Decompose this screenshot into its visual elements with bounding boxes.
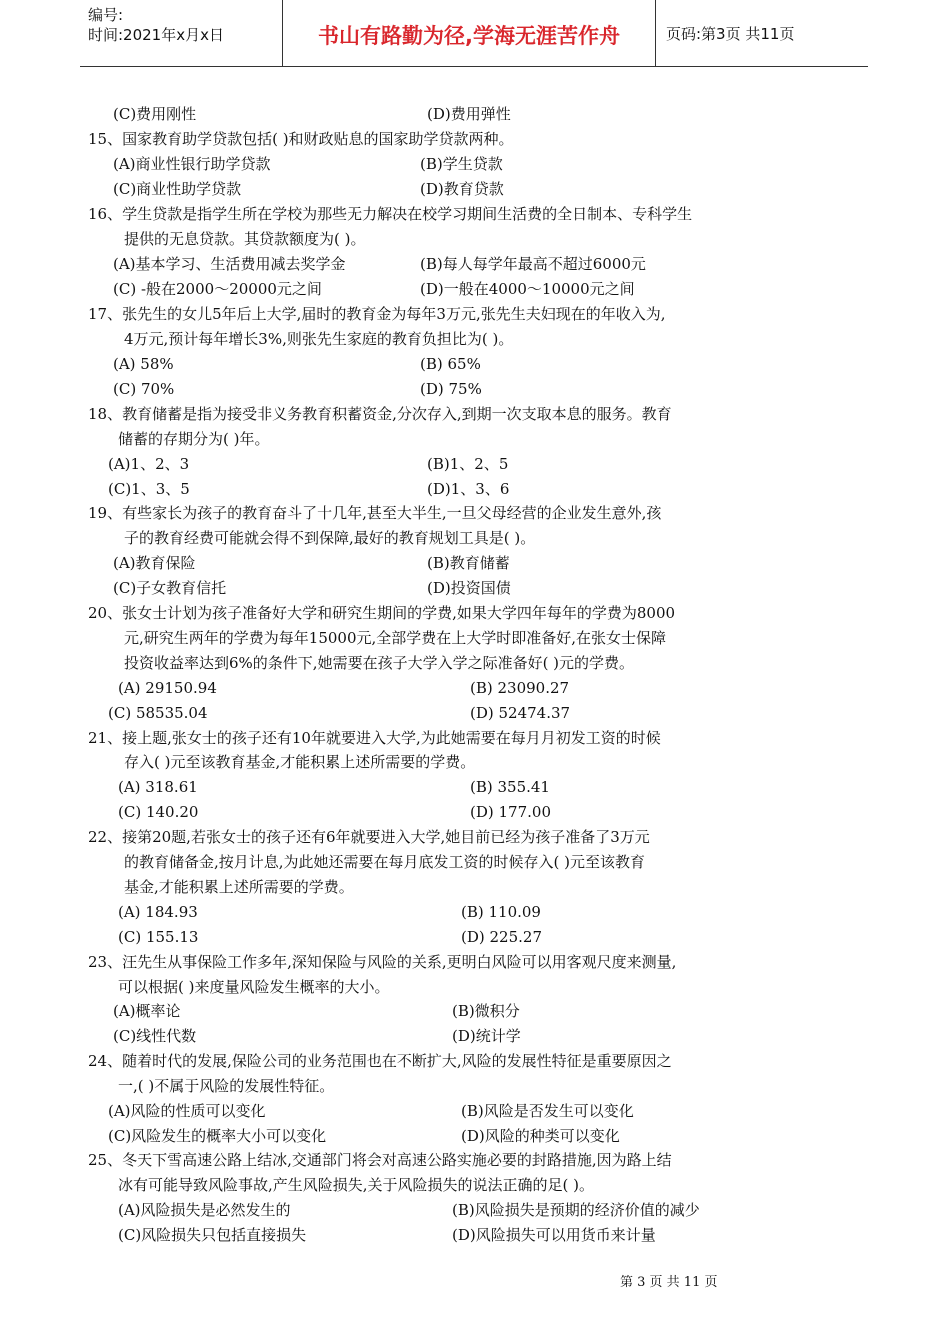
question-line: 18、教育储蓄是指为接受非义务教育积蓄资金,分次存入,到期一次支取本息的服务。教育 (88, 405, 672, 423)
question-line: 冰有可能导致风险事故,产生风险损失,关于风险损失的说法正确的足( )。 (118, 1176, 595, 1194)
option-line: (A)教育保险 (113, 554, 196, 572)
option-line: (D) 177.00 (470, 803, 551, 821)
question-line: 储蓄的存期分为( )年。 (118, 430, 270, 448)
question-line: 4万元,预计每年增长3%,则张先生家庭的教育负担比为( )。 (124, 330, 514, 348)
option-line: (D)教育贷款 (420, 180, 504, 198)
option-line: (C) -般在2000～20000元之间 (113, 280, 322, 298)
question-line: 22、接第20题,若张女士的孩子还有6年就要进入大学,她目前已经为孩子准备了3万元 (88, 828, 650, 846)
option-line: (B)学生贷款 (420, 155, 503, 173)
option-line: (C) 70% (113, 380, 175, 398)
option-line: (A) 184.93 (118, 903, 198, 921)
question-line: 元,研究生两年的学费为每年15000元,全部学费在上大学时即准备好,在张女士保障 (124, 629, 667, 647)
option-line: (C)商业性助学贷款 (113, 180, 242, 198)
option-line: (A)概率论 (113, 1002, 181, 1020)
question-line: 投资收益率达到6%的条件下,她需要在孩子大学入学之际准备好( )元的学费。 (124, 654, 635, 672)
option-line: (A) 58% (113, 355, 174, 373)
header-page-cell (656, 0, 868, 66)
question-line: 23、汪先生从事保险工作多年,深知保险与风险的关系,更明白风险可以用客观尺度来测量, (88, 953, 677, 971)
option-line: (A)基本学习、生活费用减去奖学金 (113, 255, 346, 273)
option-line: (B)微积分 (452, 1002, 520, 1020)
option-line: (A) 318.61 (118, 778, 198, 796)
option-line: (D)费用弹性 (427, 105, 511, 123)
option-line: (D)风险的种类可以变化 (461, 1127, 620, 1145)
option-line: (B)教育储蓄 (427, 554, 510, 572)
option-line: (B) 65% (420, 355, 481, 373)
question-line: 20、张女士计划为孩子准备好大学和研究生期间的学费,如果大学四年每年的学费为8000 (88, 604, 676, 622)
option-line: (D)一般在4000～10000元之间 (420, 280, 635, 298)
option-line: (D)风险损失可以用货币来计量 (452, 1226, 656, 1244)
option-line: (A)1、2、3 (108, 455, 190, 473)
option-line: (B) 23090.27 (470, 679, 570, 697)
option-line: (D)投资国债 (427, 579, 511, 597)
question-line: 基金,才能积累上述所需要的学费。 (124, 878, 354, 896)
option-line: (D)1、3、6 (427, 480, 510, 498)
question-line: 21、接上题,张女士的孩子还有10年就要进入大学,为此她需要在每月月初发工资的时候 (88, 729, 661, 747)
question-line: 17、张先生的女儿5年后上大学,届时的教育金为每年3万元,张先生夫妇现在的年收入为, (88, 305, 666, 323)
option-line: (D)统计学 (452, 1027, 521, 1045)
option-line: (B)每人每学年最高不超过6000元 (420, 255, 646, 273)
question-line: 子的教育经费可能就会得不到保障,最好的教育规划工具是( )。 (124, 529, 536, 547)
option-line: (A)风险损失是必然发生的 (118, 1201, 291, 1219)
option-line: (D) 75% (420, 380, 482, 398)
question-line: 19、有些家长为孩子的教育奋斗了十几年,甚至大半生,一旦父母经营的企业发生意外,孩 (88, 504, 662, 522)
option-line: (B) 110.09 (461, 903, 541, 921)
header-motto: 书山有路勤为径,学海无涯苦作舟 (318, 24, 620, 48)
option-line: (C) 140.20 (118, 803, 199, 821)
option-line: (C)1、3、5 (108, 480, 190, 498)
question-line: 可以根据( )来度量风险发生概率的大小。 (118, 978, 390, 996)
option-line: (B)风险是否发生可以变化 (461, 1102, 634, 1120)
document-date-label: 时间:2021年x月x日 (88, 26, 224, 44)
question-line: 15、国家教育助学贷款包括( )和财政贴息的国家助学贷款两种。 (88, 130, 514, 148)
question-line: 提供的无息贷款。其贷款额度为( )。 (124, 230, 366, 248)
question-line: 16、学生贷款是指学生所在学校为那些无力解决在校学习期间生活费的全日制本、专科学生 (88, 205, 693, 223)
option-line: (C)风险损失只包括直接损失 (118, 1226, 307, 1244)
option-line: (C) 155.13 (118, 928, 199, 946)
header-motto-cell (283, 0, 656, 66)
question-line: 的教育储备金,按月计息,为此她还需要在每月底发工资的时候存入( )元至该教育 (124, 853, 646, 871)
question-line: 一,( )不属于风险的发展性特征。 (118, 1077, 335, 1095)
option-line: (C)费用刚性 (113, 105, 197, 123)
page-header (80, 0, 868, 67)
option-line: (A) 29150.94 (118, 679, 217, 697)
document-code-label: 编号: (88, 6, 124, 24)
question-line: 存入( )元至该教育基金,才能积累上述所需要的学费。 (124, 753, 476, 771)
option-line: (C)风险发生的概率大小可以变化 (108, 1127, 327, 1145)
header-info-cell (80, 0, 283, 66)
option-line: (A)风险的性质可以变化 (108, 1102, 266, 1120)
header-page-number: 页码:第3页 共11页 (666, 25, 795, 43)
option-line: (D) 52474.37 (470, 704, 571, 722)
option-line: (B) 355.41 (470, 778, 550, 796)
option-line: (A)商业性银行助学贷款 (113, 155, 271, 173)
question-line: 24、随着时代的发展,保险公司的业务范围也在不断扩大,风险的发展性特征是重要原因之 (88, 1052, 672, 1070)
option-line: (D) 225.27 (461, 928, 542, 946)
page-footer: 第 3 页 共 11 页 (620, 1275, 718, 1290)
option-line: (C) 58535.04 (108, 704, 208, 722)
option-line: (C)子女教育信托 (113, 579, 227, 597)
question-line: 25、冬天下雪高速公路上结冰,交通部门将会对高速公路实施必要的封路措施,因为路上结 (88, 1151, 672, 1169)
option-line: (C)线性代数 (113, 1027, 197, 1045)
option-line: (B)1、2、5 (427, 455, 509, 473)
option-line: (B)风险损失是预期的经济价值的减少 (452, 1201, 700, 1219)
